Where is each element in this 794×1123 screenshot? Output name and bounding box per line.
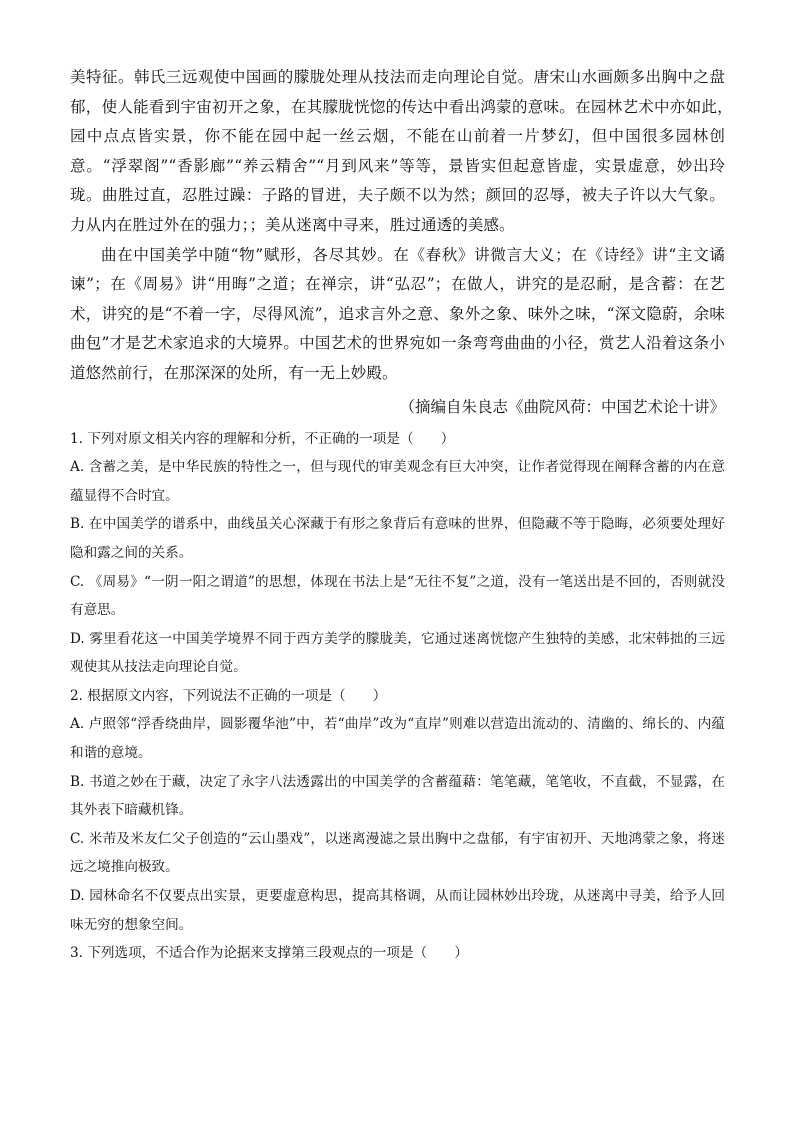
question-2-option-b: B. 书道之妙在于藏，决定了永字八法透露出的中国美学的含蓄蕴藉：笔笔藏，笔笔收，不直截，不显露，在其外表下暗藏机锋。 [70,773,725,819]
document-page [70,63,757,968]
question-1-stem: 1. 下列对原文相关内容的理解和分析，不正确的一项是（ ） [70,430,455,447]
question-1 [70,425,725,682]
question-2 [70,682,725,939]
question-1-option-c: C. 《周易》“一阴一阳之谓道”的思想，体现在书法上是“无往不复”之道，没有一笔送出是不回的，否则就没有意思。 [70,573,725,619]
question-1-option-b: B. 在中国美学的谱系中，曲线虽关心深藏于有形之象背后有意味的世界，但隐藏不等于隐晦，必须要处理好隐和露之间的关系。 [70,516,725,561]
question-3 [70,939,725,968]
question-2-option-d: D. 园林命名不仅要点出实景，更要虚意构思，提高其格调，从而让园林妙出玲珑，从迷离中寻美，给予人回味无穷的想象空间。 [70,888,725,933]
question-2-stem: 2. 根据原文内容，下列说法不正确的一项是（ ） [70,687,387,704]
passage [70,63,757,389]
question-1-option-d: D. 雾里看花这一中国美学境界不同于西方美学的朦胧美，它通过迷离恍惚产生独特的美感，北宋韩拙的三远观使其从技法走向理论自觉。 [70,630,725,676]
question-3-stem: 3. 下列选项，不适合作为论据来支撑第三段观点的一项是（ ） [70,945,468,962]
question-2-option-c: C. 米芾及米友仁父子创造的“云山墨戏”，以迷离漫滤之景出胸中之盘郁，有宇宙初开、天地鸿蒙之象，将迷远之境推向极致。 [70,830,725,876]
question-2-option-a: A. 卢照邻“浮香绕曲岸，圆影覆华池”中，若“曲岸”改为“直岸”则难以营造出流动的、清幽的、绵长的、内蕴和谐的意境。 [70,716,725,762]
passage-paragraph-2: 曲在中国美学中随“物”赋形，各尽其妙。在《春秋》讲微言大义；在《诗经》讲“主文谲谏”；在《周易》讲“用晦”之道；在禅宗，讲“弘忍”；在做人，讲究的是忍耐，是含蓄：在艺术，讲究的是“不着一字，尽得风流”，追求言外之意、象外之象、味外之味，“深文隐蔚，余味曲包”才是艺术家追求的大境界。中国艺术的世界宛如一条弯弯曲曲的小径，赏艺人沿着这条小道悠然前行，在那深深的处所，有一无上妙殿。 [70,245,725,382]
question-1-option-a: A. 含蓄之美，是中华民族的特性之一，但与现代的审美观念有巨大冲突，让作者觉得现在阐释含蓄的内在意蕴显得不合时宜。 [70,459,725,504]
passage-paragraph-1: 美特征。韩氏三远观使中国画的朦胧处理从技法而走向理论自觉。唐宋山水画颇多出胸中之盘郁，使人能看到宇宙初开之象，在其朦胧恍惚的传达中看出鸿蒙的意味。在园林艺术中亦如此， 园中点点皆实景，你不能在园中起一丝云烟，不能在山前着一片梦幻，但中国很多园林创意。“浮翠阁”“香影廊”“养云精舍”“月到风来”等等，景皆实但起意皆虚，实景虚意，妙出玲珑。曲胜过直，忍胜过躁：子路的冒进，夫子颇不以为然；颜回的忍辱，被夫子许以大气象。力从内在胜过外在的强力；；美从迷离中寻来，胜过通透的美感。 [70,68,757,234]
passage-source-citation: （摘编自朱良志《曲院风荷：中国艺术论十讲》 [399,397,725,416]
